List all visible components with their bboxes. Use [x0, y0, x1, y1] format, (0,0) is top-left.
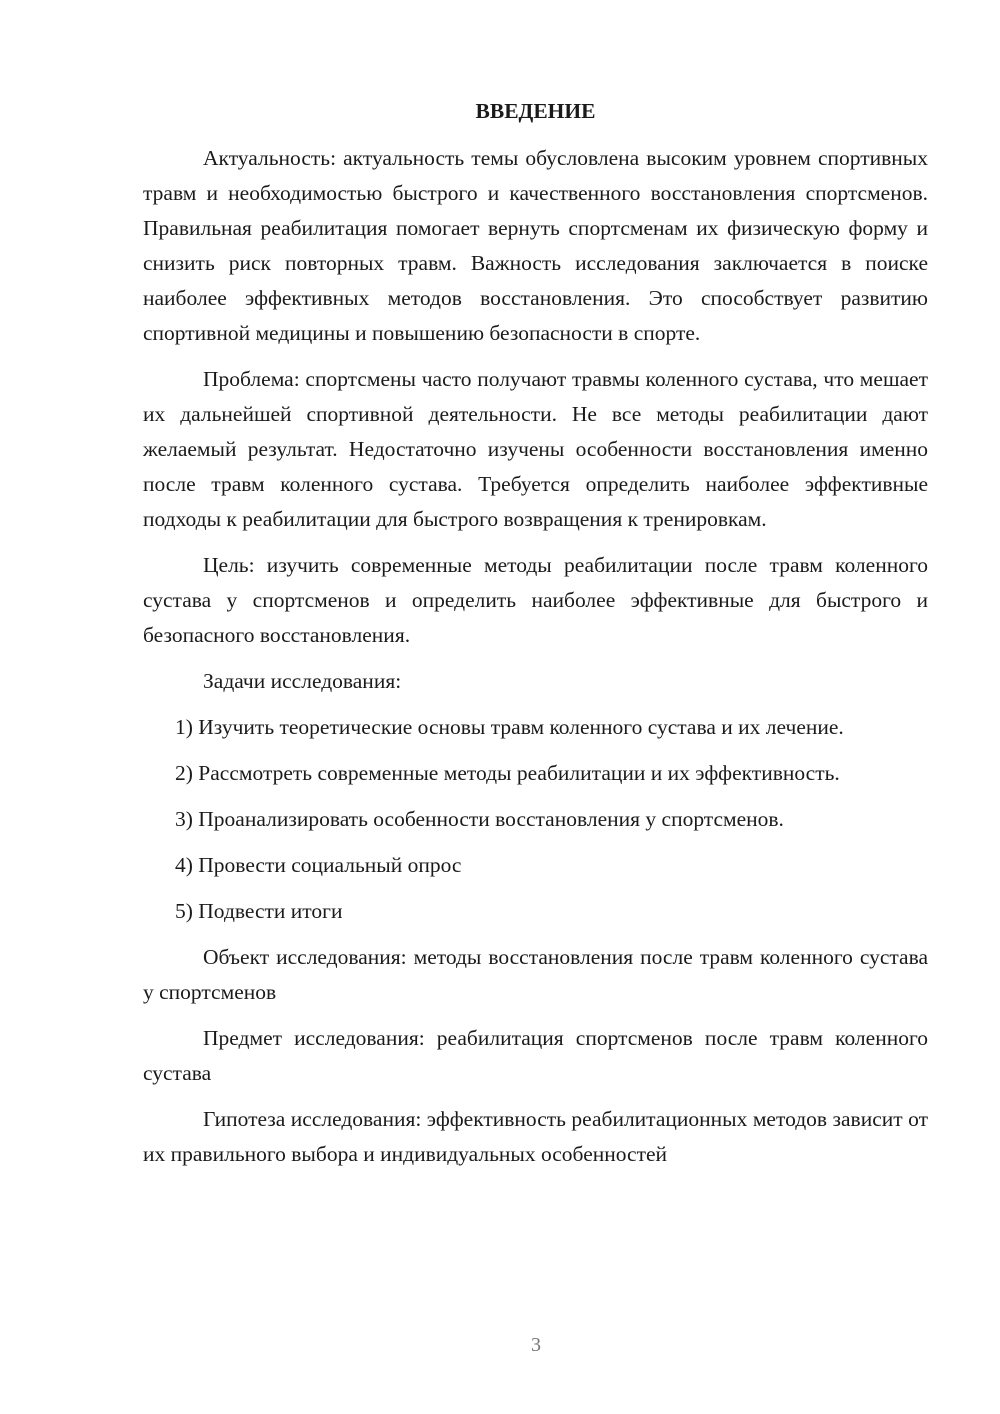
section-title: ВВЕДЕНИЕ	[475, 99, 596, 123]
paragraph-goal: Цель: изучить современные методы реабилитации после травм коленного сустава у спортсменов и определить наиболее эффективные для быстрого и безопасного восстановления.	[143, 553, 928, 647]
task-item-3: 3) Проанализировать особенности восстановления у спортсменов.	[175, 807, 784, 831]
paragraph-problem: Проблема: спортсмены часто получают травмы коленного сустава, что мешает их дальнейшей спортивной деятельности. Не все методы реабилитации дают желаемый результат. Недостаточно изучены особенности восстановления именно после травм коленного сустава. Требуется определить наиболее эффективные подходы к реабилитации для быстрого возвращения к тренировкам.	[143, 367, 928, 531]
task-item-4: 4) Провести социальный опрос	[175, 853, 462, 877]
paragraph-subject: Предмет исследования: реабилитация спортсменов после травм коленного сустава	[143, 1026, 928, 1085]
task-item-5: 5) Подвести итоги	[175, 899, 343, 923]
paragraph-relevance: Актуальность: актуальность темы обусловлена высоким уровнем спортивных травм и необходимостью быстрого и качественного восстановления спортсменов. Правильная реабилитация помогает вернуть спортсменам их физическую форму и снизить риск повторных травм. Важность исследования заключается в поиске наиболее эффективных методов восстановления. Это способствует развитию спортивной медицины и повышению безопасности в спорте.	[143, 146, 928, 345]
paragraph-hypothesis: Гипотеза исследования: эффективность реабилитационных методов зависит от их правильного выбора и индивидуальных особенностей	[143, 1107, 928, 1166]
task-item-1: 1) Изучить теоретические основы травм коленного сустава и их лечение.	[175, 715, 844, 739]
paragraph-object: Объект исследования: методы восстановления после травм коленного сустава у спортсменов	[143, 945, 928, 1004]
task-item-2: 2) Рассмотреть современные методы реабилитации и их эффективность.	[175, 761, 840, 785]
page-number: 3	[531, 1334, 541, 1356]
page-content	[143, 94, 928, 1172]
paragraph-tasks-heading: Задачи исследования:	[203, 669, 402, 693]
